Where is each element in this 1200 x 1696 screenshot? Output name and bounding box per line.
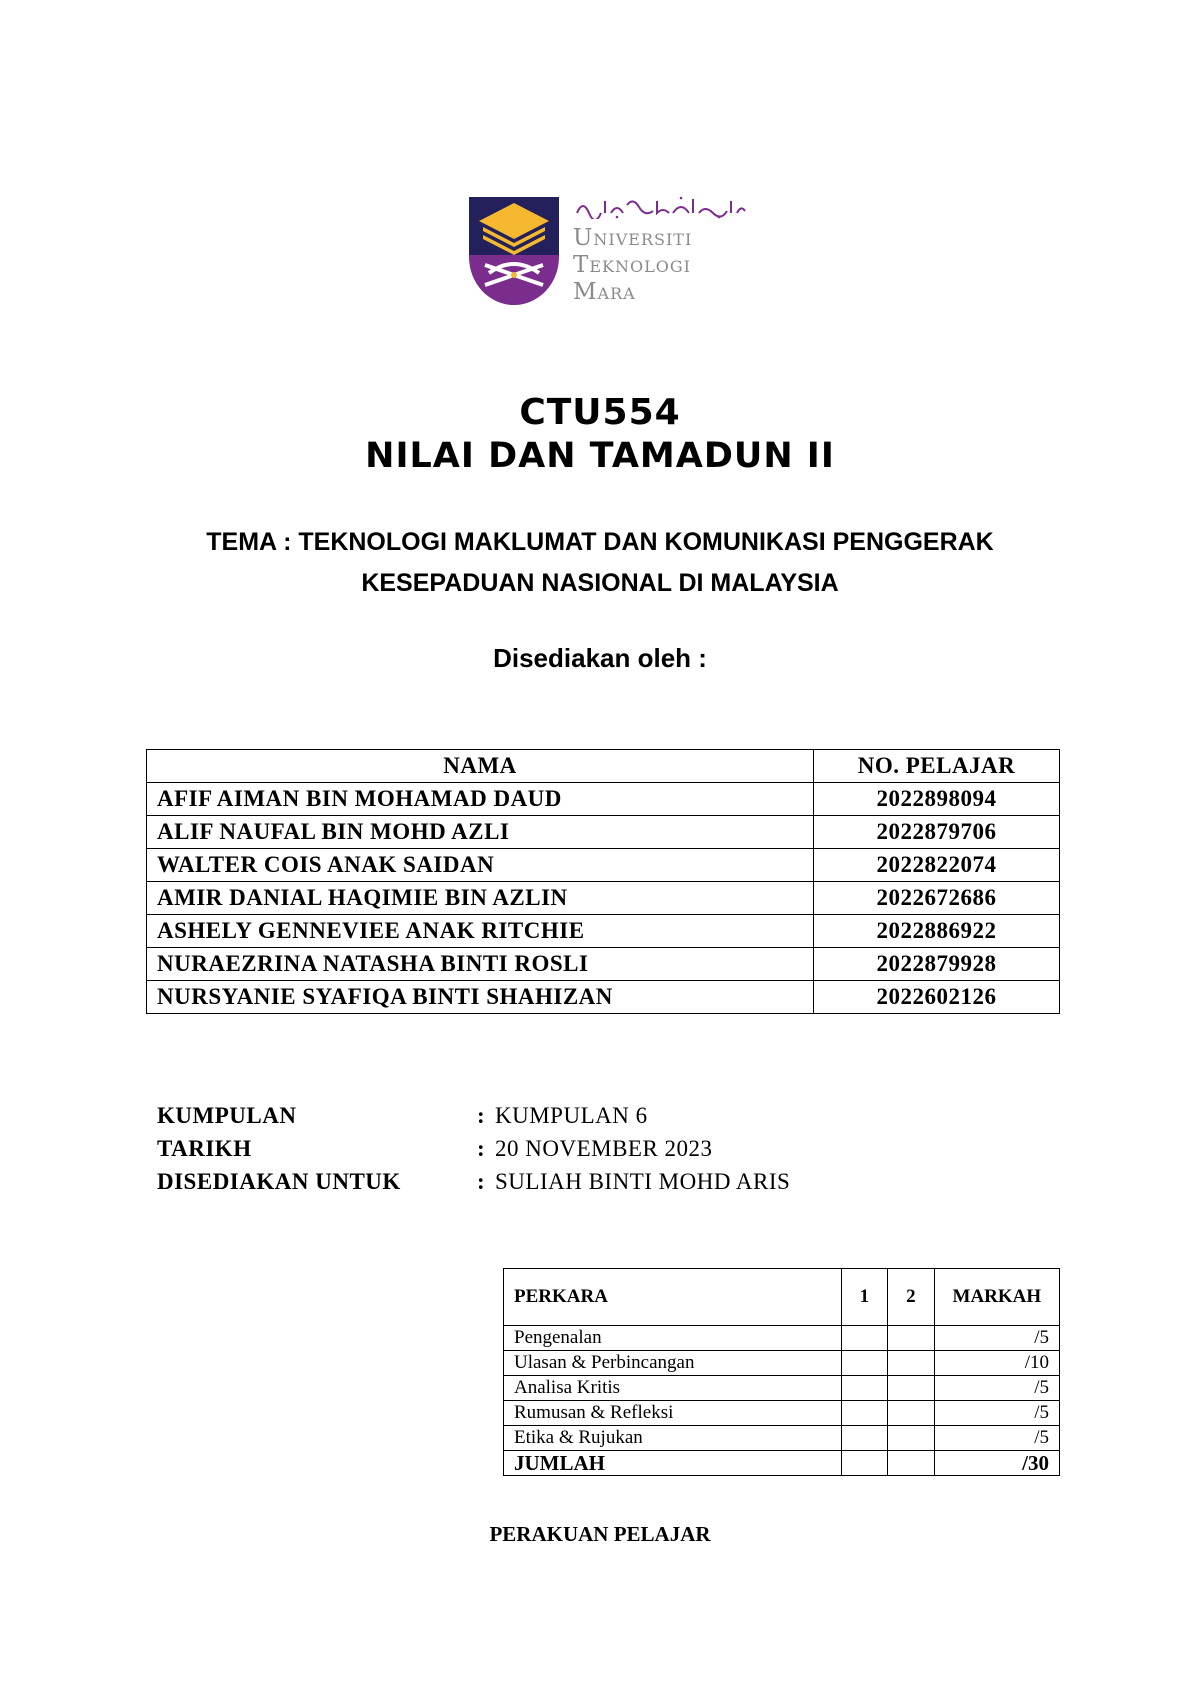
member-id: 2022602126 [814,981,1060,1014]
info-label: DISEDIAKAN UNTUK [157,1169,401,1194]
total-label: JUMLAH [504,1451,842,1476]
mark-cell-1 [841,1326,888,1351]
mark-item: Pengenalan [504,1326,842,1351]
table-row [147,882,1060,915]
student-declaration-heading: PERAKUAN PELAJAR [489,1522,711,1546]
course-name: NILAI DAN TAMADUN II [365,436,835,476]
members-table [146,749,1060,1014]
theme-title [100,522,1100,604]
total-cell-2 [888,1451,935,1476]
table-row [504,1426,1060,1451]
member-id: 2022879706 [814,816,1060,849]
logo-line-3: Mara [573,279,636,305]
mark-cell-1 [841,1401,888,1426]
header-name: NAMA [147,750,814,783]
table-row [504,1351,1060,1376]
table-row [147,849,1060,882]
theme-line-1: TEMA : TEKNOLOGI MAKLUMAT DAN KOMUNIKASI PENGGERAK [206,528,994,556]
info-label: KUMPULAN [157,1103,297,1128]
table-row [147,981,1060,1014]
course-code: CTU554 [519,392,681,433]
member-name: NURSYANIE SYAFIQA BINTI SHAHIZAN [147,981,814,1014]
mark-item: Rumusan & Refleksi [504,1401,842,1426]
info-separator: : [477,1136,486,1161]
table-row [147,915,1060,948]
header-item: PERKARA [504,1269,842,1326]
mark-cell-1 [841,1376,888,1401]
mark-cell-2 [888,1426,935,1451]
header-mark: MARKAH [934,1269,1059,1326]
member-name: ALIF NAUFAL BIN MOHD AZLI [147,816,814,849]
mark-cell-2 [888,1351,935,1376]
mark-score: /5 [934,1426,1059,1451]
mark-item: Analisa Kritis [504,1376,842,1401]
member-name: AMIR DANIAL HAQIMIE BIN AZLIN [147,882,814,915]
mark-score: /10 [934,1351,1059,1376]
info-separator: : [477,1169,486,1194]
mark-cell-1 [841,1426,888,1451]
prepared-by-label: Disediakan oleh : [493,643,707,673]
info-separator: : [477,1103,486,1128]
member-id: 2022879928 [814,948,1060,981]
table-row [147,783,1060,816]
info-value: SULIAH BINTI MOHD ARIS [495,1169,791,1194]
table-row [147,816,1060,849]
member-name: ASHELY GENNEVIEE ANAK RITCHIE [147,915,814,948]
mark-item: Etika & Rujukan [504,1426,842,1451]
mark-item: Ulasan & Perbincangan [504,1351,842,1376]
uitm-shield-icon [467,195,561,309]
member-name: WALTER COIS ANAK SAIDAN [147,849,814,882]
table-row [504,1376,1060,1401]
marks-table [503,1268,1060,1476]
total-row [504,1451,1060,1476]
info-value: KUMPULAN 6 [495,1103,648,1128]
mark-cell-2 [888,1376,935,1401]
member-id: 2022672686 [814,882,1060,915]
marks-header-row [504,1269,1060,1326]
header-student-id: NO. PELAJAR [814,750,1060,783]
uitm-logo [467,195,747,311]
header-col-1: 1 [841,1269,888,1326]
member-name: AFIF AIMAN BIN MOHAMAD DAUD [147,783,814,816]
logo-line-2: Teknologi [573,252,691,278]
jawi-script-logo [573,195,747,219]
member-id: 2022822074 [814,849,1060,882]
info-value: 20 NOVEMBER 2023 [495,1136,713,1161]
member-id: 2022898094 [814,783,1060,816]
mark-score: /5 [934,1401,1059,1426]
table-row [504,1326,1060,1351]
mark-cell-2 [888,1401,935,1426]
header-col-2: 2 [888,1269,935,1326]
info-label: TARIKH [157,1136,252,1161]
member-name: NURAEZRINA NATASHA BINTI ROSLI [147,948,814,981]
theme-line-2: KESEPADUAN NASIONAL DI MALAYSIA [361,569,839,597]
total-cell-1 [841,1451,888,1476]
mark-score: /5 [934,1326,1059,1351]
table-row [504,1401,1060,1426]
total-score: /30 [934,1451,1059,1476]
table-row [147,948,1060,981]
mark-score: /5 [934,1376,1059,1401]
members-header-row [147,750,1060,783]
mark-cell-2 [888,1326,935,1351]
logo-line-1: Universiti [573,225,693,251]
member-id: 2022886922 [814,915,1060,948]
uitm-wordmark [573,195,747,311]
mark-cell-1 [841,1351,888,1376]
